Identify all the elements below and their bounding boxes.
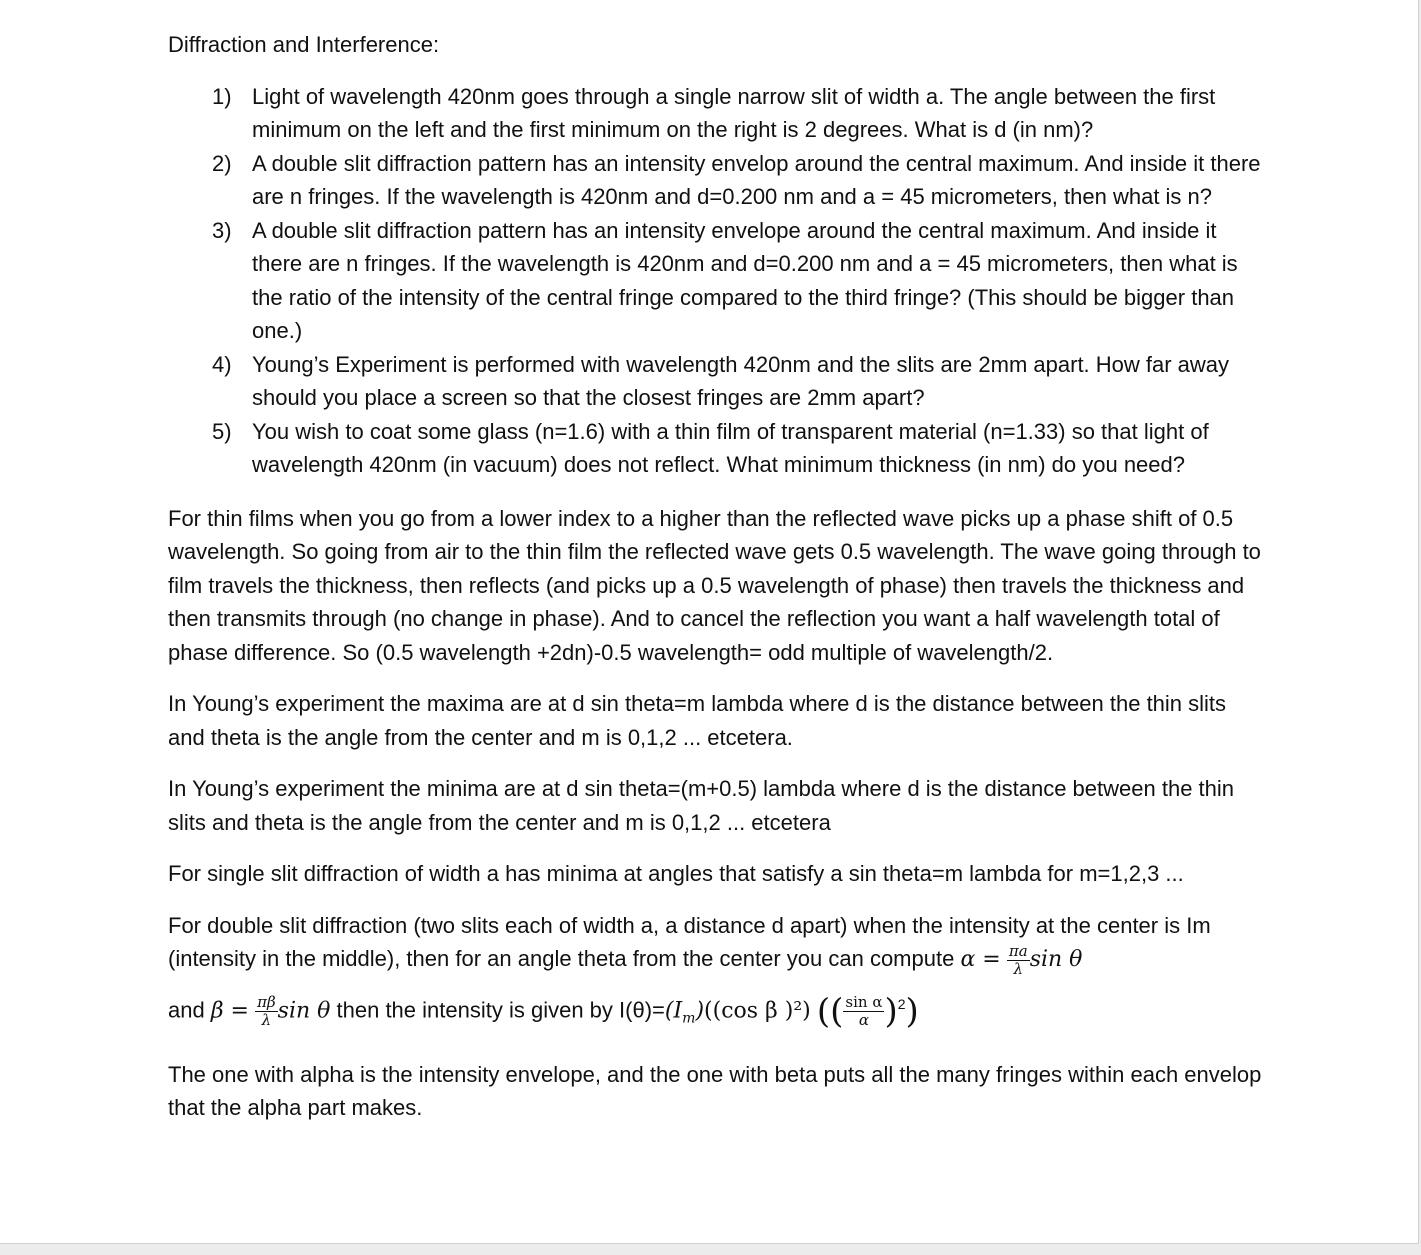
sinc-denominator: α	[858, 1010, 869, 1029]
beta-fraction	[255, 994, 278, 1029]
alpha-equals: α =	[960, 947, 1001, 972]
double-slit-text: For double slit diffraction (two slits each of width a, a distance d apart) when the intensity at the center is Im (intensity in the middle), then for an angle theta from the center you can compute	[168, 912, 1211, 971]
document-content	[168, 28, 1268, 1125]
young-maxima-note: In Young’s experiment the maxima are at d sin theta=m lambda where d is the distance between the thin slits and theta is the angle from the center and m is 0,1,2 ... etcetera.	[168, 691, 1227, 750]
beta-numerator: πβ	[257, 992, 276, 1011]
cos-beta-term: ((cos β )²)	[704, 998, 811, 1024]
close-paren: )	[884, 991, 898, 1032]
and-word: and	[168, 997, 205, 1023]
sinc-fraction	[843, 994, 884, 1029]
question-number: 4)	[212, 351, 232, 377]
question-text: You wish to coat some glass (n=1.6) with a thin film of transparent material (n=1.33) so that light of wavelength 420nm (in vacuum) does not reflect. What minimum thickness (in nm) do you need?	[252, 418, 1209, 477]
young-minima-note: In Young’s experiment the minima are at d sin theta=(m+0.5) lambda where d is the distance between the thin slits and theta is the angle from the center and m is 0,1,2 ... etcetera	[168, 776, 1235, 835]
single-slit-note: For single slit diffraction of width a has minima at angles that satisfy a sin theta=m lambda for m=1,2,3 ...	[168, 861, 1184, 886]
question-text: A double slit diffraction pattern has an intensity envelope around the central maximum. And inside it there are n fringes. If the wavelength is 420nm and d=0.200 nm and a = 45 micrometers, then what is the ratio of the intensity of the central fringe compared to the third fringe? (This should be bigger than one.)	[252, 217, 1238, 343]
alpha-sin-theta: sin θ	[1029, 947, 1083, 972]
im-close: )	[695, 998, 705, 1024]
square-exponent: 2	[897, 995, 906, 1012]
im-subscript: m	[682, 1010, 696, 1027]
beta-denominator: λ	[261, 1010, 272, 1029]
intensity-text: then the intensity is given by I(θ)=	[336, 997, 665, 1023]
question-number: 2)	[212, 150, 232, 176]
close-paren-outer: )	[905, 991, 919, 1032]
beta-sin-theta: sin θ	[277, 998, 331, 1024]
alpha-numerator: πa	[1008, 941, 1028, 960]
question-number: 3)	[212, 217, 232, 243]
thin-films-note: For thin films when you go from a lower index to a higher than the reflected wave picks up a phase shift of 0.5 wavelength. So going from air to the thin film the reflected wave gets 0.5 wavelength. The wave going through to film travels the thickness, then reflects (and picks up a 0.5 wavelength of phase) then travels the thickness and then transmits through (no change in phase). And to cancel the reflection you want a half wavelength total of phase difference. So (0.5 wavelength +2dn)-0.5 wavelength= odd multiple of wavelength/2.	[168, 505, 1261, 665]
question-text: Light of wavelength 420nm goes through a single narrow slit of width a. The angle between the first minimum on the left and the first minimum on the right is 2 degrees. What is d (in nm)?	[252, 83, 1216, 142]
question-text: A double slit diffraction pattern has an intensity envelop around the central maximum. And inside it there are n fringes. If the wavelength is 420nm and d=0.200 nm and a = 45 micrometers, then what is n?	[252, 150, 1261, 209]
question-item	[168, 80, 1268, 147]
question-number: 1)	[212, 83, 232, 109]
question-list	[168, 80, 1268, 482]
double-slit-note	[168, 909, 1268, 978]
intensity-formula-line	[168, 988, 1268, 1036]
question-item	[168, 415, 1268, 482]
alpha-fraction	[1007, 943, 1030, 978]
question-item	[168, 147, 1268, 214]
beta-equals: β =	[210, 998, 249, 1024]
envelope-note: The one with alpha is the intensity envelope, and the one with beta puts all the many fringes within each envelop that the alpha part makes.	[168, 1061, 1262, 1121]
page-title: Diffraction and Interference:	[168, 32, 440, 57]
alpha-denominator: λ	[1013, 959, 1024, 978]
question-number: 5)	[212, 418, 232, 444]
question-item	[168, 214, 1268, 348]
question-item	[168, 348, 1268, 415]
sinc-numerator: sin α	[845, 992, 883, 1011]
open-paren: ((	[816, 991, 844, 1032]
im-term: (I	[664, 998, 683, 1024]
question-text: Young’s Experiment is performed with wavelength 420nm and the slits are 2mm apart. How far away should you place a screen so that the closest fringes are 2mm apart?	[252, 351, 1230, 410]
